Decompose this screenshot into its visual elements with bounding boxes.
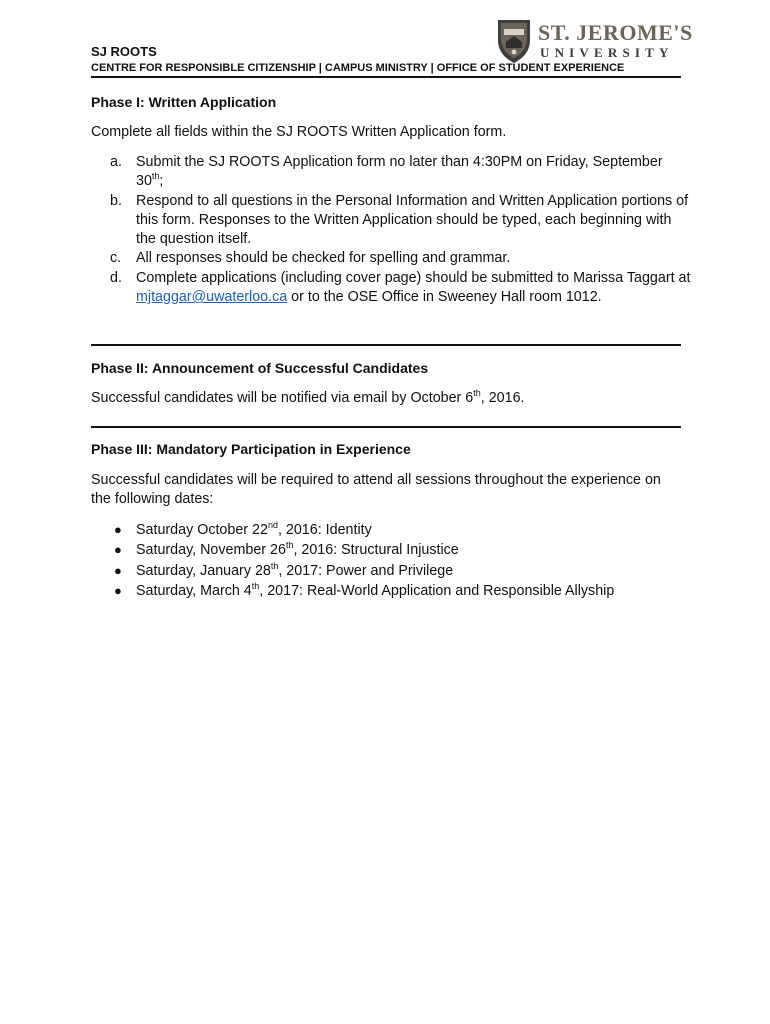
date-text: Saturday, March 4 (136, 582, 252, 599)
superscript: th (151, 171, 160, 182)
phase1-list (91, 153, 691, 307)
bullet-icon: ● (114, 542, 122, 558)
superscript: th (473, 388, 481, 399)
phase2-text-end: , 2016. (480, 390, 525, 406)
phase2-text-start: Successful candidates will be notified via email by October 6 (91, 390, 474, 406)
date-description: , 2016: Identity (277, 522, 372, 538)
list-item-text-end: ; (159, 173, 164, 190)
section-divider (91, 344, 681, 346)
list-item (91, 540, 691, 560)
list-item-text-end: or to the OSE Office in Sweeney Hall room 1012. (287, 289, 602, 306)
date-description: , 2017: Power and Privilege (278, 562, 454, 579)
phase2-text (91, 389, 691, 408)
list-item (91, 561, 691, 581)
list-marker: c. (110, 250, 122, 267)
list-item-text: Complete applications (including cover page) should be submitted to Marissa Taggart at (136, 269, 691, 286)
superscript: th (270, 560, 279, 571)
list-item (91, 153, 691, 192)
superscript: nd (267, 520, 278, 531)
date-description: , 2017: Real-World Application and Responsible Allyship (259, 582, 615, 599)
dates-list (91, 520, 691, 601)
header-divider (91, 76, 681, 78)
document-subtitle: CENTRE FOR RESPONSIBLE CITIZENSHIP | CAMPUS MINISTRY | OFFICE OF STUDENT EXPERIENCE (91, 62, 625, 74)
document-title: SJ ROOTS (91, 44, 157, 59)
email-link[interactable]: mjtaggar@uwaterloo.ca (136, 289, 288, 306)
list-item (91, 581, 691, 601)
list-marker: a. (110, 154, 122, 170)
phase1-heading: Phase I: Written Application (91, 94, 277, 110)
superscript: th (251, 581, 260, 592)
list-marker: d. (110, 269, 122, 286)
superscript: th (285, 540, 294, 551)
date-text: Saturday, January 28 (136, 562, 271, 579)
logo-subtitle: UNIVERSITY (540, 45, 674, 60)
phase3-heading: Phase III: Mandatory Participation in Experience (91, 441, 411, 457)
list-item (91, 269, 691, 308)
list-item-text: Respond to all questions in the Personal Information and Written Application portions of this form. Responses to the Written Application should be typed, each beginning with the question itself. (136, 192, 689, 248)
list-item-text: Submit the SJ ROOTS Application form no later than 4:30PM on Friday, September 30 (136, 154, 663, 190)
bullet-icon: ● (114, 522, 122, 537)
university-logo (496, 18, 693, 64)
date-text: Saturday, November 26 (136, 542, 286, 559)
date-text: Saturday October 22 (136, 522, 268, 538)
bullet-icon: ● (114, 582, 122, 598)
list-item (91, 192, 691, 250)
phase3-intro: Successful candidates will be required to attend all sessions throughout the experience on the following dates: (91, 472, 661, 507)
phase1-intro: Complete all fields within the SJ ROOTS Written Application form. (91, 124, 507, 140)
list-item (91, 249, 691, 268)
logo-name: ST. JEROME'S (538, 20, 693, 45)
shield-crest-icon (496, 18, 532, 64)
list-item-text: All responses should be checked for spelling and grammar. (136, 250, 511, 267)
phase2-heading: Phase II: Announcement of Successful Candidates (91, 360, 429, 376)
bullet-icon: ● (114, 562, 122, 578)
section-divider (91, 426, 681, 428)
date-description: , 2016: Structural Injustice (293, 542, 459, 559)
list-marker: b. (110, 192, 122, 209)
list-item (91, 520, 691, 540)
